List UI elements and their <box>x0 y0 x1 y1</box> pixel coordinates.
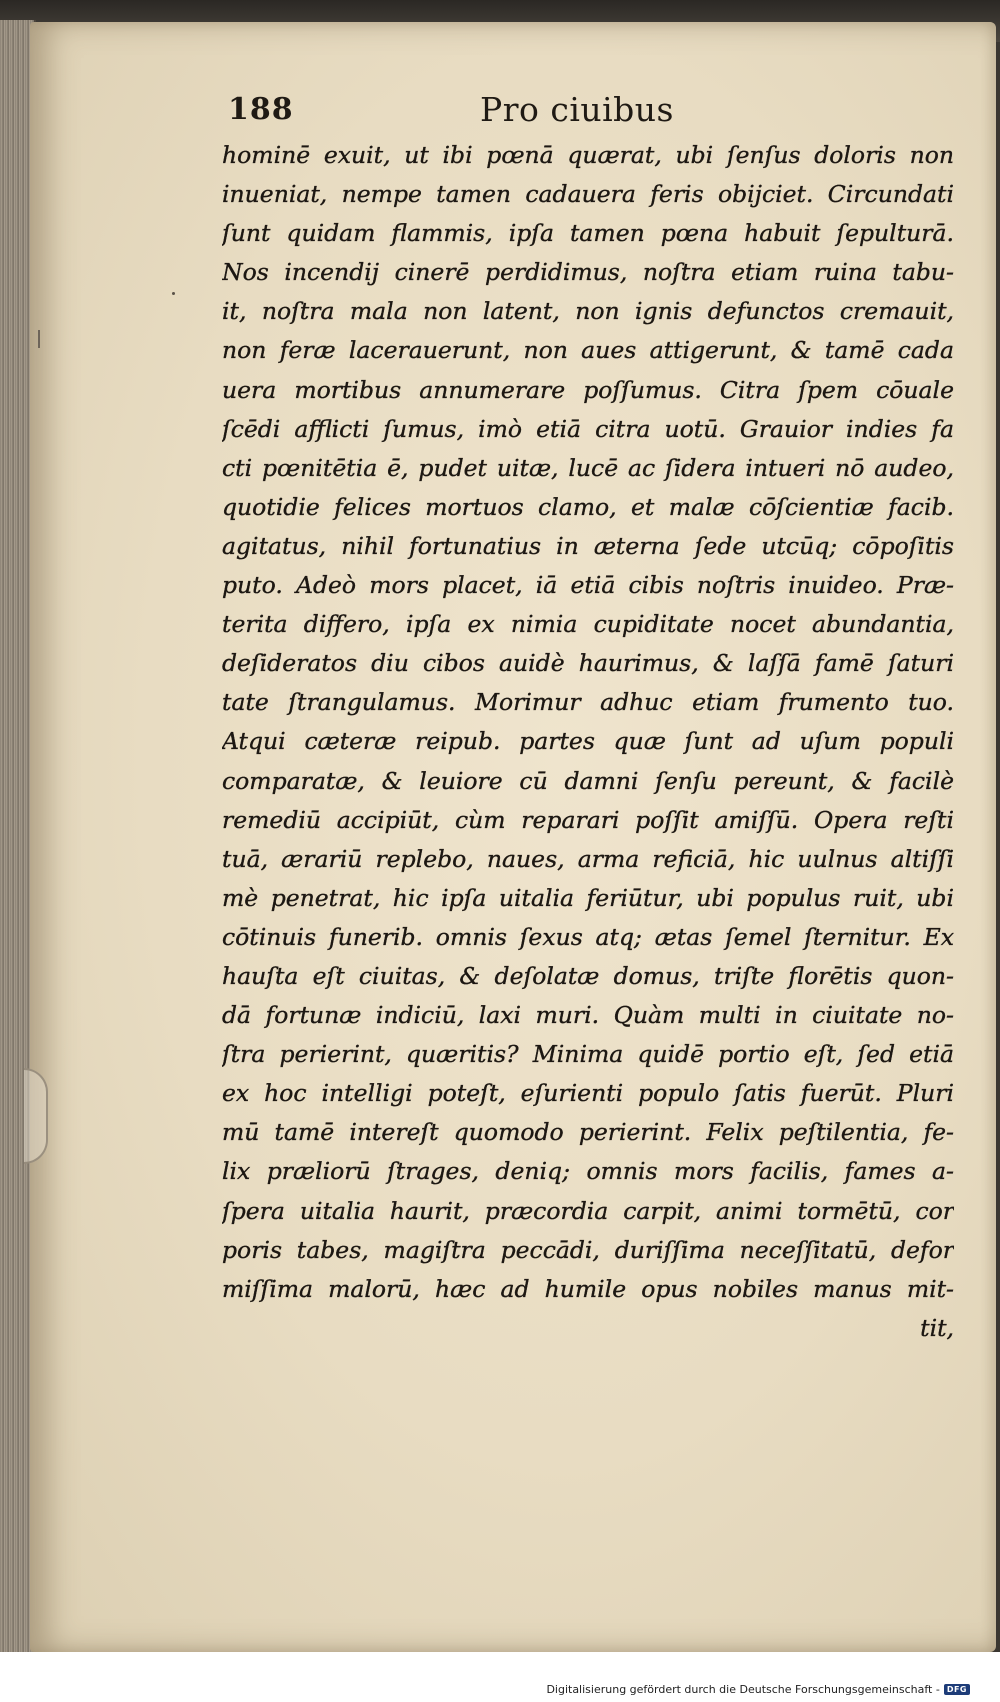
text-line: non feræ lacerauerunt, non aues attigerunt, & tamē cada <box>222 336 954 365</box>
text-line: lix præliorū ſtrages, deniq; omnis mors facilis, fames a- <box>222 1157 954 1186</box>
margin-mark <box>38 330 40 348</box>
credit-text: Digitalisierung gefördert durch die Deutsche Forschungsgemeinschaft - <box>546 1683 940 1696</box>
text-line: Atqui cæteræ reipub. partes quæ ſunt ad uſum populi <box>222 727 954 756</box>
text-line: ſunt quidam flammis, ipſa tamen pœna habuit ſepulturā. <box>222 219 954 248</box>
text-line: inueniat, nempe tamen cadauera feris obijciet. Circundati <box>222 180 954 209</box>
text-line: agitatus, nihil fortunatius in æterna ſede utcūq; cōpoſitis <box>222 531 954 560</box>
digitization-credit <box>546 1683 970 1696</box>
text-line: remediū accipiūt, cùm reparari poſſit amiſſū. Opera reſti <box>222 805 954 834</box>
body-text <box>222 136 954 1348</box>
running-head: Pro ciuibus <box>480 90 674 129</box>
text-line: ex hoc intelligi poteſt, eſurienti populo ſatis fuerūt. Pluri <box>222 1079 954 1108</box>
text-line: Nos incendij cinerē perdidimus, noſtra etiam ruina tabu- <box>222 258 954 287</box>
text-line: dā fortunæ indiciū, laxi muri. Quàm multi in ciuitate no- <box>222 1001 954 1030</box>
page-number: 188 <box>228 92 294 127</box>
text-line: ſcēdi afflicti ſumus, imò etiā citra uotū. Grauior indies fa <box>222 414 954 443</box>
text-line: tuā, ærariū replebo, naues, arma reficiā, hic uulnus altiſſi <box>222 844 954 873</box>
text-line: ſtra perierint, quæritis? Minima quidē portio eſt, ſed etiā <box>222 1040 954 1069</box>
text-line: mū tamē intereſt quomodo perierint. Felix peſtilentia, fe- <box>222 1118 954 1147</box>
text-line: hominē exuit, ut ibi pœnā quærat, ubi ſenſus doloris non <box>222 141 954 169</box>
dfg-logo: DFG <box>944 1684 970 1695</box>
text-line: tate ſtrangulamus. Morimur adhuc etiam frumento tuo. <box>222 688 954 717</box>
text-line: tit, <box>920 1313 954 1342</box>
text-line: terita differo, ipſa ex nimia cupiditate nocet abundantia, <box>222 610 954 639</box>
text-line: quotidie felices mortuos clamo, et malæ cōſcientiæ facib. <box>222 492 954 521</box>
text-line: miſſima malorū, hæc ad humile opus nobiles manus mit- <box>222 1274 954 1303</box>
text-line: cōtinuis funerib. omnis ſexus atq; ætas ſemel ſternitur. Ex <box>222 922 954 951</box>
book-clip <box>24 1068 48 1164</box>
text-line: puto. Adeò mors placet, iā etiā cibis noſtris inuideo. Præ- <box>222 571 954 600</box>
text-line: comparatæ, & leuiore cū damni ſenſu pereunt, & facilè <box>222 766 954 795</box>
text-line: uera mortibus annumerare poſſumus. Citra ſpem cōuale <box>222 375 954 404</box>
ink-speck <box>172 292 175 295</box>
text-line: it, noſtra mala non latent, non ignis defunctos cremauit, <box>222 297 954 326</box>
page-header <box>228 88 948 138</box>
text-line: hauſta eſt ciuitas, & deſolatæ domus, triſte florētis quon- <box>222 961 954 990</box>
text-line: mè penetrat, hic ipſa uitalia feriūtur, ubi populus ruit, ubi <box>222 883 954 912</box>
text-line: cti pœnitētia ē, pudet uitæ, lucē ac ſidera intueri nō audeo, <box>222 453 954 482</box>
text-line: ſpera uitalia haurit, præcordia carpit, animi tormētū, cor <box>222 1196 954 1225</box>
text-line: poris tabes, magiſtra peccādi, duriſſima neceſſitatū, defor <box>222 1235 954 1264</box>
text-line: deſideratos diu cibos auidè haurimus, & laſſā famē ſaturi <box>222 649 954 678</box>
